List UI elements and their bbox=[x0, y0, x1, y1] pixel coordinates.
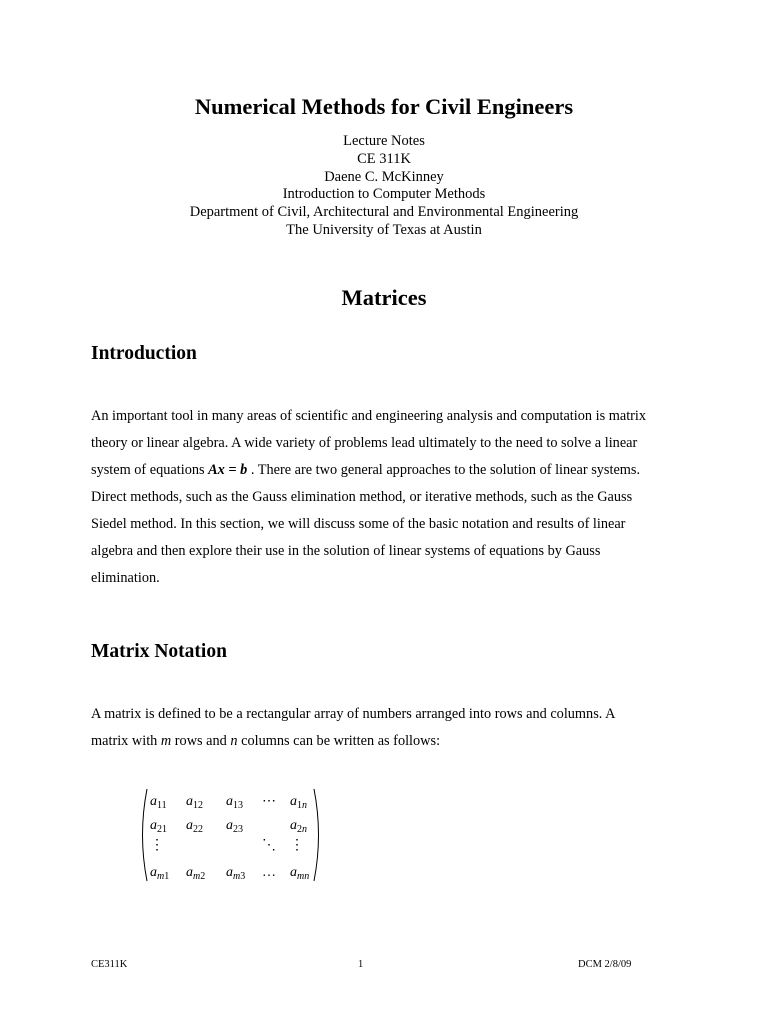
matrix-element: $a_{12}$ bbox=[186, 794, 203, 811]
matrix-element: $a_{23}$ bbox=[226, 818, 243, 835]
subtitle-line: Introduction to Computer Methods bbox=[282, 186, 486, 203]
equation-inline: Ax = b bbox=[208, 462, 248, 478]
paragraph-line: An important tool in many areas of scientific and engineering analysis and computation is matrix bbox=[91, 408, 647, 424]
matrix-ellipsis: ⋮ bbox=[290, 838, 304, 853]
introduction-paragraph bbox=[91, 403, 691, 592]
matrix-left-paren bbox=[143, 789, 148, 881]
subtitle-line: Daene C. McKinney bbox=[324, 168, 444, 185]
paragraph-text: matrix with bbox=[91, 733, 161, 749]
subtitle-line: Lecture Notes bbox=[343, 133, 425, 149]
paragraph-line: algebra and then explore their use in the solution of linear systems of equations by Gauss bbox=[91, 543, 601, 559]
subtitle-line: CE 311K bbox=[357, 150, 411, 167]
subtitle-line: The University of Texas at Austin bbox=[286, 221, 482, 238]
variable-m: m bbox=[160, 733, 172, 749]
subtitle-line: Department of Civil, Architectural and Environmental Engineering bbox=[189, 204, 579, 221]
paragraph-line: Direct methods, such as the Gauss elimination method, or iterative methods, such as the Gauss bbox=[91, 489, 633, 505]
matrix-element: $a_{mn}$ bbox=[290, 865, 310, 882]
matrix-element: $a_{1n}$ bbox=[290, 794, 307, 811]
matrix-element: $a_{m1}$ bbox=[150, 865, 170, 882]
section-title: Matrices bbox=[341, 285, 427, 310]
matrix-ellipsis: ⋮ bbox=[150, 838, 164, 853]
footer-page-number: 1 bbox=[358, 959, 364, 970]
matrix-element: $a_{m3}$ bbox=[226, 865, 246, 882]
footer-date: DCM 2/8/09 bbox=[578, 959, 632, 970]
paragraph-line bbox=[91, 728, 691, 755]
matrix-element: $a_{22}$ bbox=[186, 818, 203, 835]
matrix-element: $a_{m2}$ bbox=[186, 865, 206, 882]
document-title: Numerical Methods for Civil Engineers bbox=[194, 94, 574, 119]
matrix-element: $a_{21}$ bbox=[150, 818, 167, 835]
matrix-ellipsis: ⋯ bbox=[262, 794, 276, 809]
paragraph-line bbox=[91, 457, 691, 484]
paragraph-line: theory or linear algebra. A wide variety of problems lead ultimately to the need to solve a linear bbox=[91, 435, 638, 451]
variable-n: n bbox=[230, 733, 238, 749]
subtitle-block bbox=[0, 133, 768, 240]
matrix-notation-paragraph bbox=[91, 701, 691, 755]
paragraph-line: Siedel method. In this section, we will discuss some of the basic notation and results of linear bbox=[91, 516, 626, 532]
matrix-element: $a_{11}$ bbox=[150, 794, 167, 811]
paragraph-text: system of equations bbox=[91, 462, 209, 478]
matrix-right-paren bbox=[314, 789, 319, 881]
matrix-element: $a_{2n}$ bbox=[290, 818, 307, 835]
general-matrix-equation bbox=[138, 785, 338, 885]
paragraph-line: elimination. bbox=[91, 570, 160, 586]
matrix-ellipsis: … bbox=[262, 865, 276, 880]
introduction-heading: Introduction bbox=[91, 343, 197, 364]
paragraph-text: columns can be written as follows: bbox=[237, 733, 441, 749]
paragraph-text: . There are two general approaches to the solution of linear systems. bbox=[247, 462, 641, 478]
footer-course: CE311K bbox=[91, 959, 128, 970]
paragraph-text: rows and bbox=[171, 733, 231, 749]
paragraph-line: A matrix is defined to be a rectangular array of numbers arranged into rows and columns. A bbox=[91, 706, 616, 722]
matrix-element: $a_{13}$ bbox=[226, 794, 243, 811]
matrix-ellipsis: ⋱ bbox=[262, 838, 276, 853]
matrix-notation-heading: Matrix Notation bbox=[91, 641, 227, 662]
